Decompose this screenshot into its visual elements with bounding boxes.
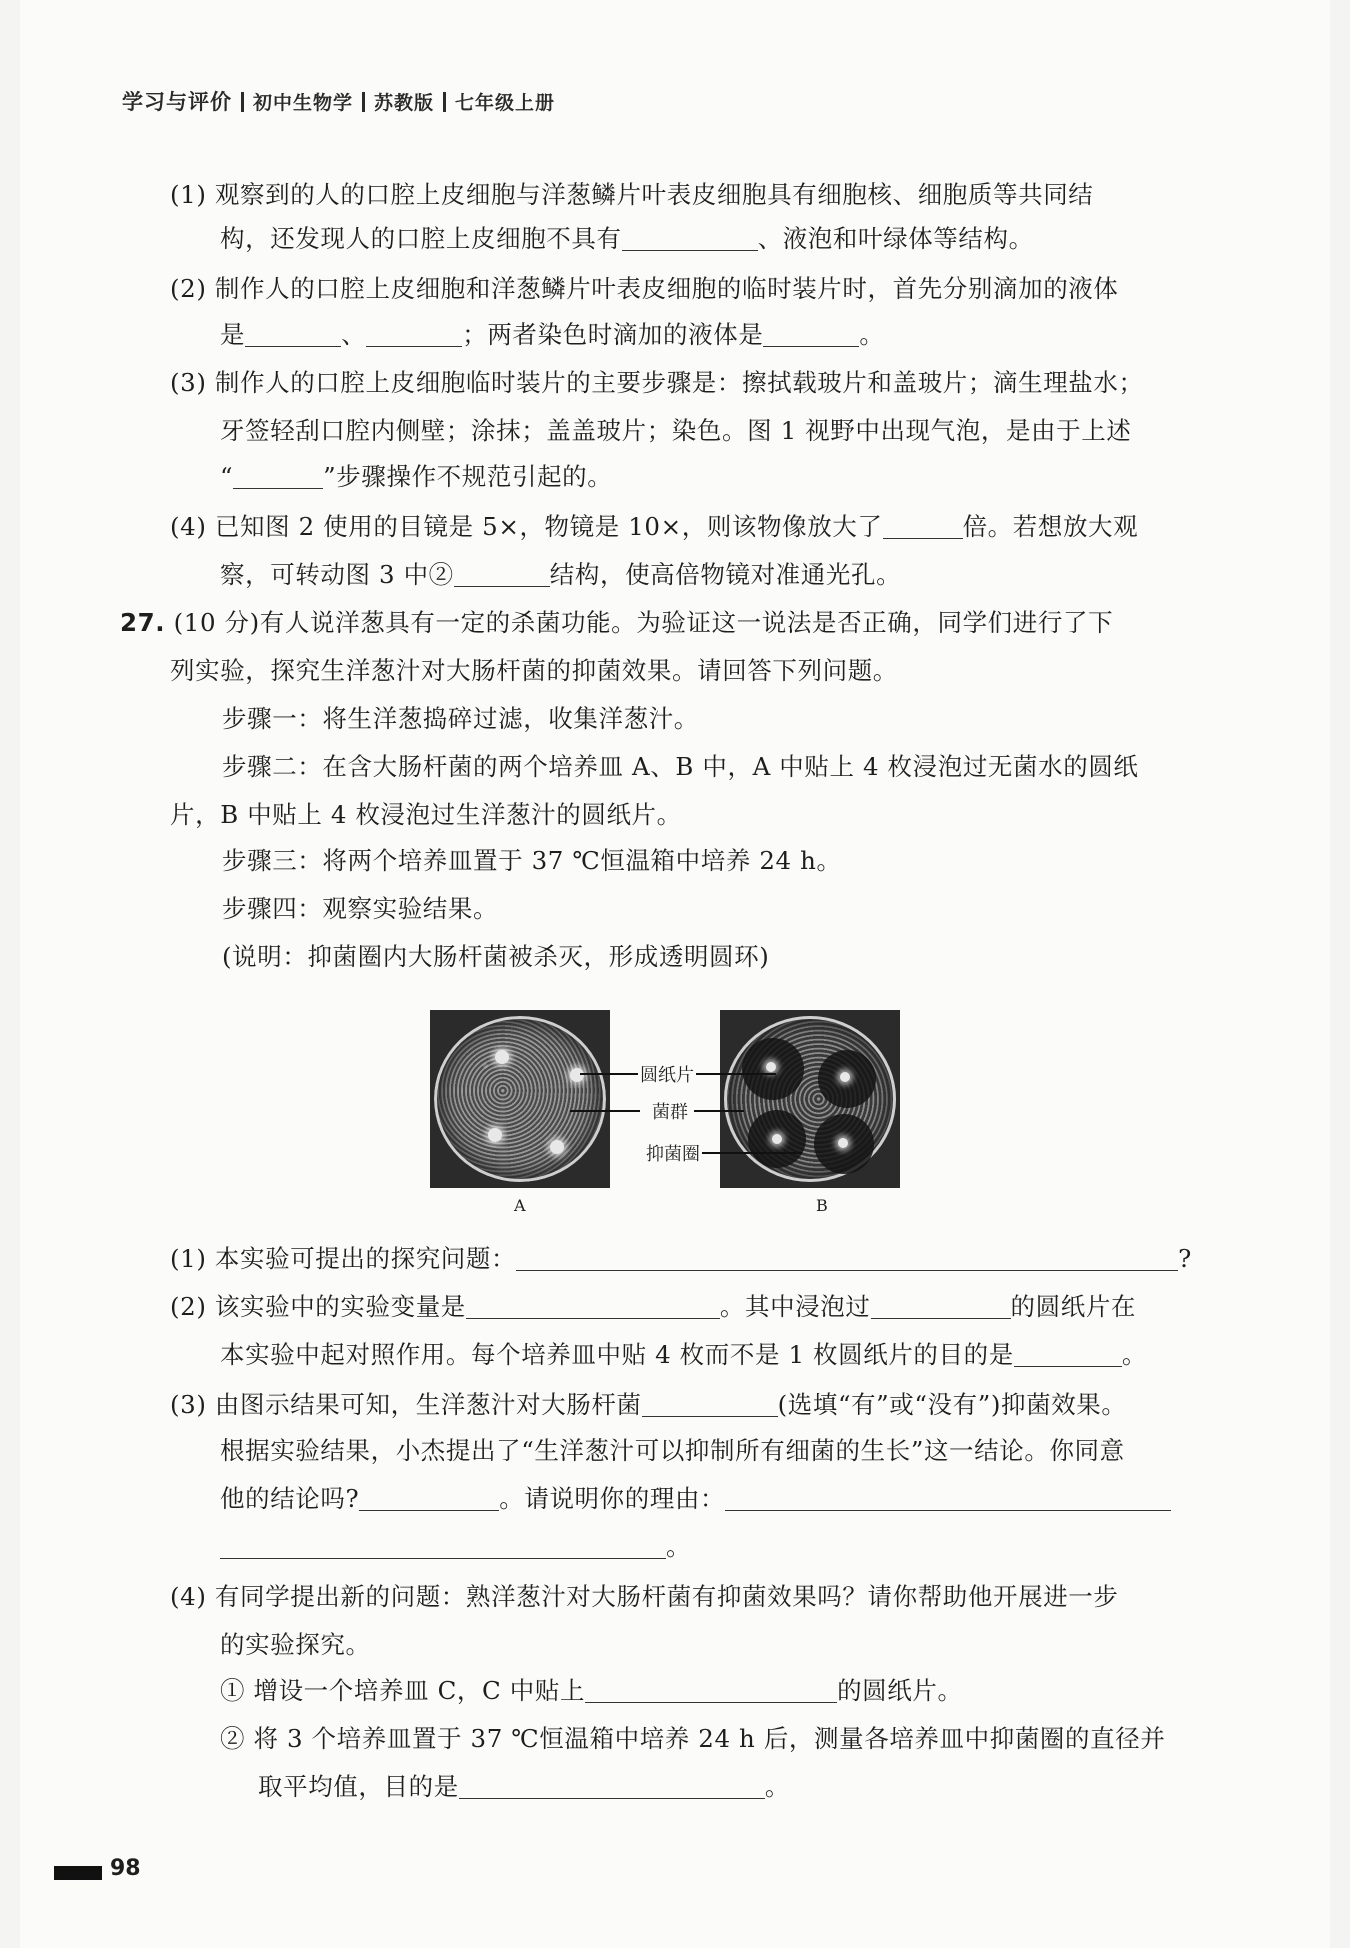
q26-part4-line2 [220, 560, 901, 590]
answer-blank[interactable] [763, 324, 859, 347]
answer-blank[interactable] [516, 1248, 1178, 1271]
answer-blank[interactable] [359, 1488, 499, 1511]
q27-sub2-line1 [170, 1292, 1136, 1322]
answer-blank[interactable] [622, 228, 758, 251]
q26-part2-line2 [220, 320, 885, 350]
header-edition: 苏教版 [374, 92, 435, 114]
text: 结构，使高倍物镜对准通光孔。 [549, 560, 902, 589]
q26-part4-line1 [170, 512, 1138, 542]
text: 构，还发现人的口腔上皮细胞不具有 [220, 224, 622, 253]
answer-blank[interactable] [366, 324, 462, 347]
text: (选填“有”或“没有”)抑菌效果。 [777, 1390, 1127, 1419]
q26-part1-line2 [220, 224, 1034, 254]
leader-line [694, 1110, 744, 1112]
petri-dish-a [430, 1010, 610, 1188]
answer-blank[interactable] [1014, 1344, 1122, 1367]
header-divider [362, 92, 365, 112]
text: 取平均值，目的是 [258, 1772, 459, 1801]
paper-disc [840, 1072, 850, 1082]
question-number: 27. [120, 608, 166, 637]
q27-sub3-line1 [170, 1390, 1127, 1420]
q26-part3-line2: 牙签轻刮口腔内侧壁；涂抹；盖盖玻片；染色。图 1 视野中出现气泡，是由于上述 [220, 416, 1132, 445]
leader-line [696, 1073, 776, 1075]
q27-sub3-line2: 根据实验结果，小杰提出了“生洋葱汁可以抑制所有细菌的生长”这一结论。你同意 [220, 1436, 1125, 1465]
text: ；两者染色时滴加的液体是 [462, 320, 764, 349]
q27-sub4-item1 [220, 1676, 963, 1706]
q27-intro-line1 [120, 608, 1113, 638]
q26-part2-line1: (2) 制作人的口腔上皮细胞和洋葱鳞片叶表皮细胞的临时装片时，首先分别滴加的液体 [170, 274, 1119, 303]
text: 倍。若想放大观 [962, 512, 1139, 541]
page-number: 98 [110, 1856, 141, 1881]
text: 的圆纸片在 [1010, 1292, 1137, 1321]
caption-b: B [816, 1196, 828, 1215]
text: 。其中浸泡过 [719, 1292, 871, 1321]
q26-part3-line3 [220, 462, 612, 492]
text: 本实验中起对照作用。每个培养皿中贴 4 枚而不是 1 枚圆纸片的目的是 [220, 1340, 1014, 1369]
paper-disc [550, 1140, 564, 1154]
text: 察，可转动图 3 中② [220, 560, 454, 589]
answer-blank[interactable] [233, 466, 323, 489]
petri-dish-b [720, 1010, 900, 1188]
text: 、 [341, 320, 367, 349]
text: (4) 已知图 2 使用的目镜是 5×，物镜是 10×，则该物像放大了 [170, 512, 883, 541]
text: (10 分)有人说洋葱具有一定的杀菌功能。为验证这一说法是否正确，同学们进行了下 [173, 608, 1114, 637]
text: (2) 该实验中的实验变量是 [170, 1292, 466, 1321]
q27-sub3-line4 [220, 1532, 691, 1562]
q27-sub3-line3 [220, 1484, 1171, 1514]
answer-blank[interactable] [245, 324, 341, 347]
paper-disc [772, 1134, 782, 1144]
q27-sub2-line2 [220, 1340, 1147, 1370]
text: (1) 本实验可提出的探究问题： [170, 1244, 517, 1273]
answer-blank[interactable] [466, 1296, 720, 1319]
label-colony: 菌群 [652, 1102, 688, 1123]
q27-step4: 步骤四：观察实验结果。 [222, 894, 499, 923]
q26-part3-line1: (3) 制作人的口腔上皮细胞临时装片的主要步骤是：擦拭载玻片和盖玻片；滴生理盐水； [170, 368, 1144, 397]
q27-step2-line2: 片，B 中贴上 4 枚浸泡过生洋葱汁的圆纸片。 [170, 800, 682, 829]
header-book: 学习与评价 [122, 90, 232, 114]
paper-disc [495, 1050, 509, 1064]
text: 。 [764, 1772, 790, 1801]
paper-disc [570, 1068, 584, 1082]
caption-a: A [514, 1196, 526, 1215]
leader-line [580, 1073, 638, 1075]
answer-blank[interactable] [883, 516, 963, 539]
paper-disc [766, 1062, 776, 1072]
header-divider [241, 92, 244, 112]
text: ? [1178, 1244, 1192, 1273]
text: ”步骤操作不规范引起的。 [323, 462, 613, 491]
label-inhibition-zone: 抑菌圈 [646, 1144, 700, 1165]
header-subject: 初中生物学 [253, 92, 354, 114]
header-divider [443, 92, 446, 112]
paper-disc [488, 1128, 502, 1142]
q27-sub4-item2-line2 [258, 1772, 790, 1802]
text: 是 [220, 320, 246, 349]
q27-intro-line2: 列实验，探究生洋葱汁对大肠杆菌的抑菌效果。请回答下列问题。 [170, 656, 898, 685]
text: 、液泡和叶绿体等结构。 [757, 224, 1034, 253]
petri-dish-figure [430, 1010, 920, 1225]
leader-line [702, 1152, 802, 1154]
text: 。请说明你的理由： [499, 1484, 726, 1513]
text: (3) 由图示结果可知，生洋葱汁对大肠杆菌 [170, 1390, 642, 1419]
running-header [122, 86, 555, 116]
dish-a-culture [434, 1016, 606, 1182]
answer-blank[interactable] [725, 1488, 1171, 1511]
text: 他的结论吗? [220, 1484, 360, 1513]
text: ① 增设一个培养皿 C，C 中贴上 [220, 1676, 586, 1705]
page-number-bar [54, 1866, 102, 1880]
text: 。 [859, 320, 885, 349]
q27-note: (说明：抑菌圈内大肠杆菌被杀灭，形成透明圆环) [222, 942, 770, 971]
text: 。 [666, 1532, 692, 1561]
label-paper-disc: 圆纸片 [640, 1065, 694, 1086]
answer-blank[interactable] [220, 1536, 666, 1559]
text: “ [220, 462, 234, 491]
q27-sub4-line1: (4) 有同学提出新的问题：熟洋葱汁对大肠杆菌有抑菌效果吗？请你帮助他开展进一步 [170, 1582, 1119, 1611]
q26-part1-line1: (1) 观察到的人的口腔上皮细胞与洋葱鳞片叶表皮细胞具有细胞核、细胞质等共同结 [170, 180, 1094, 209]
q27-step1: 步骤一：将生洋葱捣碎过滤，收集洋葱汁。 [222, 704, 699, 733]
leader-line [570, 1110, 640, 1112]
header-grade: 七年级上册 [455, 92, 556, 114]
answer-blank[interactable] [459, 1776, 765, 1799]
answer-blank[interactable] [454, 564, 550, 587]
q27-sub4-line2: 的实验探究。 [220, 1630, 371, 1659]
answer-blank[interactable] [585, 1680, 837, 1703]
text: 。 [1121, 1340, 1147, 1369]
q27-step2-line1: 步骤二：在含大肠杆菌的两个培养皿 A、B 中，A 中贴上 4 枚浸泡过无菌水的圆纸 [222, 752, 1139, 781]
answer-blank[interactable] [871, 1296, 1011, 1319]
q27-sub4-item2-line1: ② 将 3 个培养皿置于 37 ℃恒温箱中培养 24 h 后，测量各培养皿中抑菌圈的直径并 [220, 1724, 1166, 1753]
text: 的圆纸片。 [837, 1676, 963, 1705]
paper-disc [838, 1138, 848, 1148]
q27-sub1 [170, 1244, 1192, 1274]
q27-step3: 步骤三：将两个培养皿置于 37 ℃恒温箱中培养 24 h。 [222, 846, 842, 875]
answer-blank[interactable] [642, 1394, 778, 1417]
